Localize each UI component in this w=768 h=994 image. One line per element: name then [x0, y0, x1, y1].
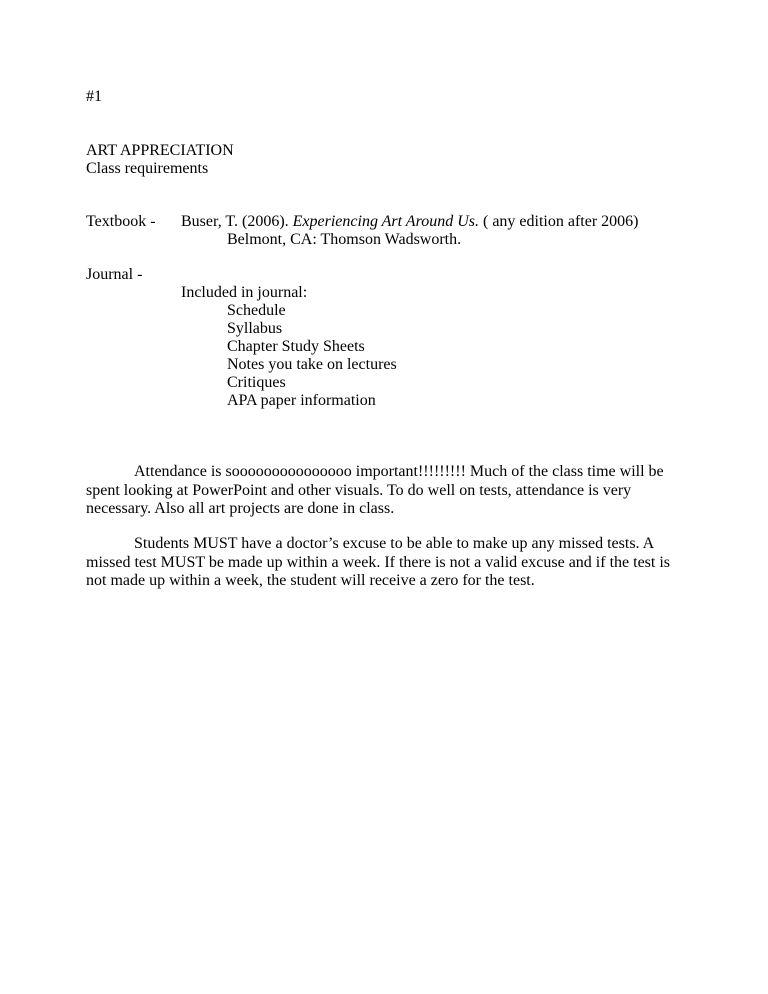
journal-item: Critiques — [227, 374, 286, 391]
page-title: ART APPRECIATION — [86, 142, 234, 159]
textbook-publisher: Belmont, CA: Thomson Wadsworth. — [227, 231, 462, 248]
journal-item: Syllabus — [227, 320, 283, 337]
attendance-paragraph: Attendance is sooooooooooooooo important!!!!!!!!! Much of the class time will be spent looking at PowerPoint and other visuals. To do well on tests, attendance is very necessary. Also all art projects are done in class. — [86, 463, 664, 517]
citation-suffix: ( any edition after 2006) — [479, 213, 639, 230]
journal-item: Schedule — [227, 302, 286, 319]
textbook-citation — [181, 213, 639, 231]
journal-item: Notes you take on lectures — [227, 356, 397, 373]
journal-label: Journal - — [86, 266, 143, 283]
textbook-label: Textbook - — [86, 213, 156, 230]
journal-item: Chapter Study Sheets — [227, 338, 365, 355]
page-number: #1 — [86, 88, 102, 105]
missed-tests-paragraph: Students MUST have a doctor’s excuse to be able to make up any missed tests. A missed test MUST be made up within a week. If there is not a valid excuse and if the test is not made up within a week, the student will receive a zero for the test. — [86, 535, 671, 589]
citation-prefix: Buser, T. (2006). — [181, 213, 293, 230]
citation-title: Experiencing Art Around Us. — [292, 213, 479, 230]
journal-intro: Included in journal: — [181, 284, 308, 301]
page-subtitle: Class requirements — [86, 160, 209, 177]
journal-item: APA paper information — [227, 392, 376, 409]
